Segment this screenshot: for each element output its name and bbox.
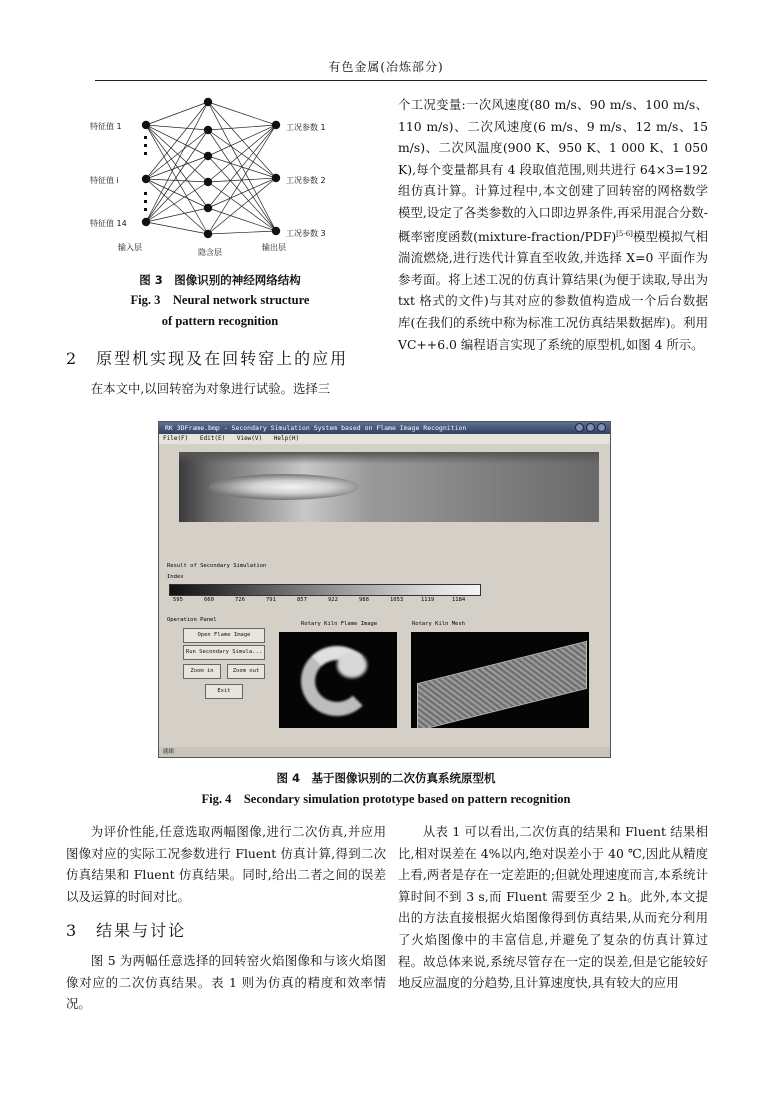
window-title: RK 3DFrame.bmp - Secondary Simulation System based on Flame Image Recognition: [165, 424, 467, 432]
input-node: [142, 175, 150, 183]
operation-panel-label: Operation Panel: [167, 617, 217, 623]
label-output-2: 工况参数 2: [286, 176, 326, 185]
hidden-node: [204, 152, 212, 160]
label-input-layer: 输入层: [118, 243, 142, 252]
fig3-caption-en-1: Fig. 3 Neural network structure: [130, 293, 310, 307]
index-label: Index: [167, 574, 184, 580]
status-bar: [159, 747, 610, 757]
left-col-text-1: 在本文中,以回转窑为对象进行试验。选择三: [90, 381, 331, 396]
right-col-text-1-tail: 模型模拟气相湍流燃烧,进行迭代计算直至收敛,并选择 X=0 平面作为参考面。将上述工况的仿真计算结果(为便于读取,导出为 txt 格式的文件)与其对应的参数值构造成一个后台数据库(在我们的系统中称为标准工况仿真结果数据库)。利用 VC++6.0 编程语言实现了系统的原型机,如图 4 所示。: [398, 228, 709, 352]
hidden-node: [204, 178, 212, 186]
output-node: [272, 174, 280, 182]
label-output-1: 工况参数 1: [286, 123, 326, 132]
minimize-icon[interactable]: [575, 423, 584, 432]
scale-tick-label: 857: [297, 597, 307, 603]
scale-tick-label: 922: [328, 597, 338, 603]
left-col-text-2: 为评价性能,任意选取两幅图像,进行二次仿真,并应用图像对应的实际工况参数进行 Fluent 仿真计算,得到二次仿真结果和 Fluent 仿真结果。同时,给出二者之间的误差以及运算的时间对比。: [66, 824, 386, 904]
fig4-caption-cn: 图 4 基于图像识别的二次仿真系统原型机: [276, 771, 496, 785]
left-col-text-3: 图 5 为两幅任意选择的回转窑火焰图像和与该火焰图像对应的二次仿真结果。表 1 则为仿真的精度和效率情况。: [66, 953, 386, 1012]
color-scale-ticks: [169, 597, 479, 605]
hidden-node: [204, 204, 212, 212]
output-node: [272, 227, 280, 235]
label-feature-1: 特征值 1: [90, 122, 122, 131]
exit-button[interactable]: Exit: [205, 684, 243, 699]
input-node: [142, 121, 150, 129]
journal-header: 有色金属(冶炼部分): [328, 60, 444, 74]
section-3-title: 3 结果与讨论: [66, 921, 187, 940]
mesh-label: Rotary Kiln Mesh: [412, 621, 465, 627]
window-titlebar: [159, 422, 610, 434]
result-label: Result of Secondary Simulation: [167, 563, 267, 569]
scale-tick-label: 1053: [390, 597, 404, 603]
label-feature-14: 特征值 14: [90, 219, 127, 228]
prototype-window: [158, 421, 611, 758]
left-col-paragraph-1: [66, 378, 386, 400]
label-output-3: 工况参数 3: [286, 229, 326, 238]
fig3-caption-en-2: of pattern recognition: [161, 314, 279, 328]
right-col-paragraph-2: [398, 821, 708, 994]
hidden-node: [204, 98, 212, 106]
hidden-node: [204, 230, 212, 238]
label-feature-i: 特征值 i: [90, 176, 119, 185]
right-col-text-1: 个工况变量:一次风速度(80 m/s、90 m/s、100 m/s、110 m/s)、二次风速度(6 m/s、9 m/s、12 m/s、15 m/s)、二次风温度(900 K、950 K、1 000 K、1 050 K),每个变量都具有 4 段取值范围,则共进行 64×3=192 组仿真计算。计算过程中,本文创建了回转窑的网格数学模型,设定了各类参数的入口即边界条件,再采用混合分数-概率密度函数(mixture-fraction/PDF): [398, 97, 708, 244]
output-node: [272, 121, 280, 129]
scale-tick-label: 726: [235, 597, 245, 603]
scale-tick-label: 791: [266, 597, 276, 603]
citation: [5-6]: [616, 229, 633, 238]
scale-tick-label: 660: [204, 597, 214, 603]
fig3-caption-cn: 图 3 图像识别的神经网络结构: [139, 273, 301, 287]
status-text: 就绪: [163, 749, 175, 755]
close-icon[interactable]: [597, 423, 606, 432]
header-rule: [95, 80, 707, 81]
run-secondary-simulation-button[interactable]: Run Secondary Simula...: [183, 645, 265, 660]
flame-image-label: Rotary Kiln Flame Image: [301, 621, 378, 627]
scale-tick-label: 595: [173, 597, 183, 603]
zoom-in-button[interactable]: Zoom in: [183, 664, 221, 679]
menu-help[interactable]: Help(H): [273, 435, 300, 442]
label-output-layer: 输出层: [262, 243, 286, 252]
color-scale-bar: [169, 584, 481, 596]
menu-file[interactable]: File(F): [163, 435, 189, 442]
label-hidden-layer: 隐含层: [198, 248, 222, 257]
right-col-paragraph-1: [398, 94, 708, 355]
menu-edit[interactable]: Edit(E): [199, 435, 226, 442]
flame-image: [279, 632, 397, 728]
menu-bar: [159, 434, 610, 444]
temperature-field-image: [179, 452, 599, 522]
fig4-caption-en: Fig. 4 Secondary simulation prototype based on pattern recognition: [201, 792, 571, 806]
ellipsis-dots: [144, 136, 147, 211]
kiln-mesh-image: [411, 632, 589, 728]
hidden-node: [204, 126, 212, 134]
menu-view[interactable]: View(V): [236, 435, 263, 442]
maximize-icon[interactable]: [586, 423, 595, 432]
scale-tick-label: 1119: [421, 597, 435, 603]
left-col-paragraph-2: [66, 821, 386, 907]
open-flame-image-button[interactable]: Open Flame Image: [183, 628, 265, 643]
right-col-text-2: 从表 1 可以看出,二次仿真的结果和 Fluent 结果相比,相对误差在 4%以内,绝对误差小于 40 ℃,因此从精度上看,两者是存在一定差距的;但就处理速度而言,本系统计算时间不到 3 s,而 Fluent 需要至少 2 h。此外,本文提出的方法直接根据火焰图像得到仿真结果,从而充分利用了火焰图像中的丰富信息,并避免了复杂的仿真计算过程。故总体来说,系统尽管存在一定的误差,但是它能较好地反应温度的分趋势,且计算速度快,具有较大的应用: [398, 824, 708, 991]
zoom-out-button[interactable]: Zoom out: [227, 664, 265, 679]
scale-tick-label: 988: [359, 597, 369, 603]
neural-network-diagram: [90, 92, 350, 262]
input-node: [142, 218, 150, 226]
left-col-paragraph-3: [66, 950, 386, 1015]
scale-tick-label: 1184: [452, 597, 466, 603]
section-2-title: 2 原型机实现及在回转窑上的应用: [66, 349, 349, 368]
